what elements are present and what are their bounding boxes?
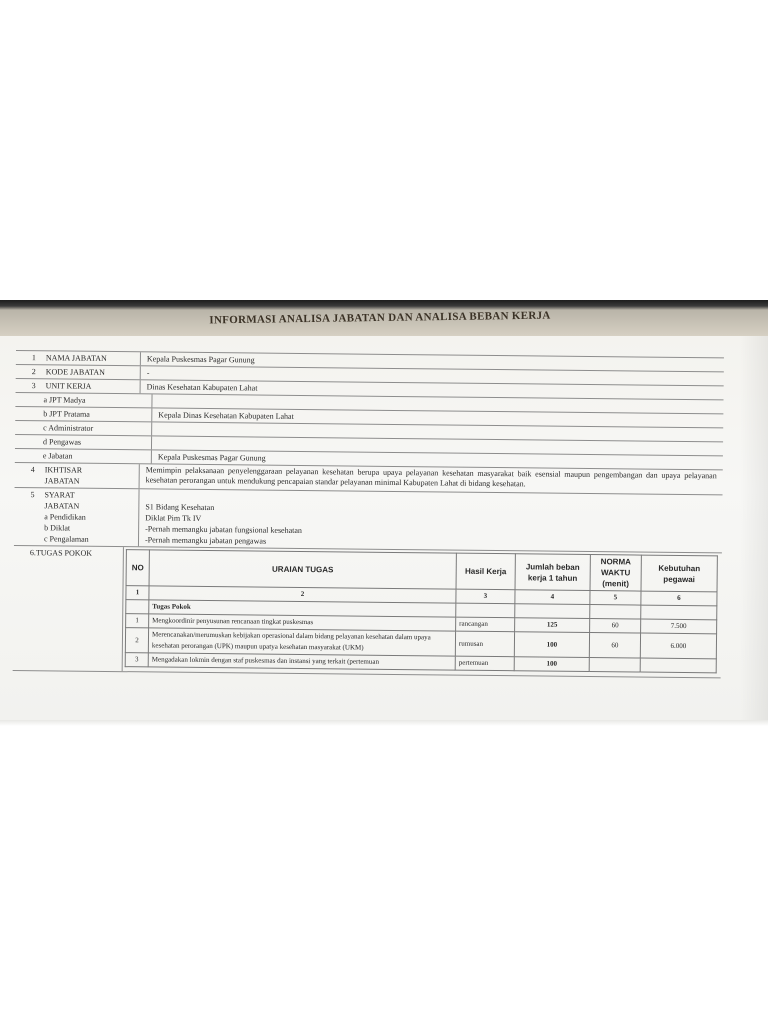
field-value: Kepala Puskesmas Pagar Gunung [157, 452, 266, 463]
section-label: Tugas Pokok [149, 600, 456, 617]
syarat-value: -Pernah memangku jabatan fungsional kesehatan [145, 524, 303, 536]
field-label: d Pengawas [15, 435, 152, 449]
field-label: JABATAN [44, 476, 80, 486]
field-row-tugas [13, 545, 722, 678]
row-norma: 60 [590, 619, 641, 634]
field-label: SYARAT [44, 490, 75, 500]
header-uraian: URAIAN TUGAS [149, 550, 456, 589]
column-number: 3 [456, 589, 515, 604]
field-label: c Pengalaman [43, 534, 89, 544]
column-number: 1 [126, 586, 149, 600]
table-header-row [126, 550, 717, 592]
row-kebutuhan: 7.500 [641, 619, 717, 634]
column-number: 5 [590, 591, 641, 606]
field-value: - [146, 368, 150, 378]
field-label: a JPT Madya [15, 393, 152, 407]
header-hasil: Hasil Kerja [456, 553, 515, 590]
field-label: 6.TUGAS POKOK [13, 546, 124, 671]
job-analysis-form [13, 350, 724, 678]
row-kebutuhan [640, 658, 716, 673]
header-kebutuhan: Kebutuhan pegawai [641, 555, 717, 592]
row-jumlah: 125 [515, 618, 590, 633]
row-uraian: Mengkoordinir penyusunan rencanaan tingkat puskesmas [149, 614, 456, 631]
row-jumlah: 100 [514, 657, 589, 672]
field-label: KODE JABATAN [45, 367, 105, 377]
field-row-syarat [14, 487, 723, 552]
syarat-value: S1 Bidang Kesehatan [145, 502, 215, 513]
field-number: 1 [31, 353, 36, 363]
tugas-table [125, 549, 718, 673]
paper-shadow [740, 336, 768, 720]
row-no: 1 [126, 614, 149, 628]
column-number: 6 [641, 591, 717, 606]
document-title: INFORMASI ANALISA JABATAN DAN ANALISA BEBAN KERJA [209, 309, 551, 327]
row-no: 2 [125, 628, 148, 653]
field-value: Kepala Puskesmas Pagar Gunung [146, 354, 255, 365]
field-number: 4 [30, 465, 35, 475]
field-label: UNIT KERJA [45, 381, 92, 391]
field-label: b JPT Pratama [15, 407, 152, 421]
field-label: JABATAN [44, 501, 80, 511]
row-norma: 60 [589, 633, 640, 659]
row-hasil: rumusan [455, 631, 514, 657]
field-value: Kepala Dinas Kesehatan Kabupaten Lahat [158, 410, 294, 421]
row-no: 3 [125, 653, 148, 667]
row-jumlah: 100 [514, 632, 589, 658]
row-hasil: pertemuan [455, 656, 514, 671]
field-value: Dinas Kesehatan Kabupaten Lahat [146, 382, 258, 393]
row-uraian: Mengadakan lokmin dengan staf puskesmas dan instansi yang terkait (pertemuan [148, 653, 455, 670]
syarat-value: -Pernah memangku jabatan pengawas [144, 535, 267, 546]
header-no: NO [126, 550, 149, 586]
field-label: a Pendidikan [44, 512, 86, 522]
field-label: c Administrator [15, 421, 152, 435]
header-jumlah: Jumlah beban kerja 1 tahun [515, 554, 590, 591]
syarat-value: Diklat Pim Tk IV [145, 513, 202, 523]
field-number: 2 [31, 367, 36, 377]
row-kebutuhan: 6.000 [640, 633, 716, 659]
column-number: 4 [515, 590, 590, 605]
field-number: 5 [30, 490, 35, 500]
paper-bottom-edge [0, 720, 768, 726]
row-uraian: Merencanakan/merumuskan kebijakan operasional dalam bidang pelayanan kesehatan dalam upaya kesehatan perorangan (UPK) maupun upatya kesehatan masyarakat (UKM) [148, 628, 455, 656]
field-number: 3 [31, 381, 36, 391]
row-hasil: rancangan [456, 617, 515, 632]
field-label: e Jabatan [15, 449, 152, 463]
column-number: 2 [149, 586, 456, 603]
field-label: NAMA JABATAN [45, 353, 107, 363]
ikhtisar-text: Memimpin pelaksanaan penyelenggaraan pelayanan kesehatan berupa upaya pelayanan kesehatan masyarakat baik esensial maupun pengembangan dan upaya pelayanan kesehatan perorangan untuk mendukung pencapaian standar pelayanan minimal Kabupaten Lahat di bidang kesehatan. [145, 465, 717, 489]
field-label: b Diklat [44, 523, 71, 533]
row-norma [589, 658, 640, 673]
header-norma: NORMA WAKTU (menit) [590, 555, 641, 592]
field-label: IKHTISAR [44, 465, 83, 475]
